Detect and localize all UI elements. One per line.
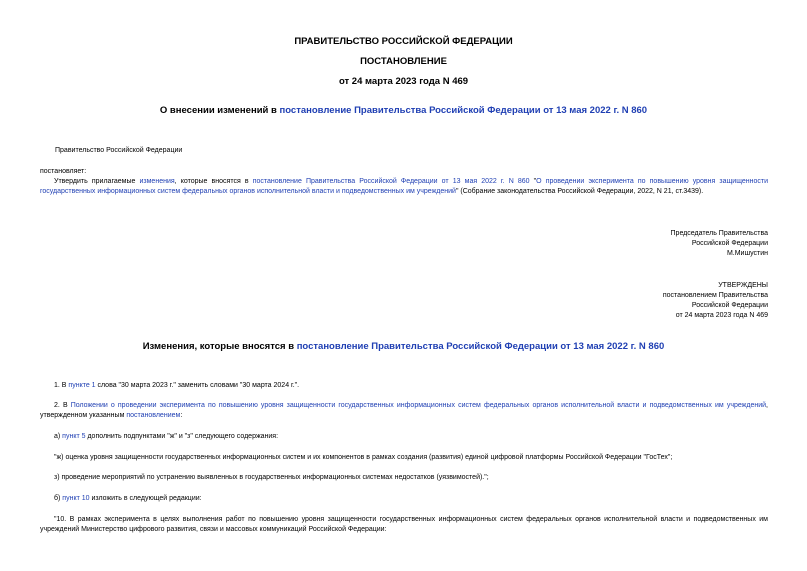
subpoint-b-text-1: б) [54,495,63,502]
point-2-text-3: : [180,412,183,419]
changes-title [0,341,807,352]
item-1-paragraph [40,177,768,197]
point-2 [40,401,768,421]
doc-type-heading: ПОСТАНОВЛЕНИЕ [360,56,447,67]
subpoint-a-text-2: дополнить подпунктами "ж" и "з" следующего содержания: [85,433,279,440]
subpoint-b-text-2: изложить в следующей редакции: [89,495,202,502]
changes-link[interactable]: изменения [139,178,175,185]
regulation-link[interactable]: Положении о проведении эксперимента по повышению уровня защищенности государственных информационных систем федеральных органов исполнительной власти и подведомственных им учреждений [70,402,767,409]
point-10-link[interactable]: пункт 10 [62,495,90,502]
title-link[interactable]: постановление Правительства Российской Федерации от 13 мая 2022 г. N 860 [279,105,648,116]
changes-title-prefix: Изменения, которые вносятся в [142,341,297,352]
point-5-link[interactable]: пункт 5 [62,433,86,440]
approved-country: Российской Федерации [691,302,768,309]
item-1-text-1: Утвердить прилагаемые [54,178,140,185]
subpoint-a-text-1: а) [54,433,63,440]
resolution-link[interactable]: постановлением [126,412,181,419]
approved-block [468,281,768,321]
point-10-text: "10. В рамках эксперимента в целях выполнения работ по повышению уровня защищенности государственных информационных систем федеральных органов исполнительной власти и подведомственных им учреждений Министерство цифрового развития, связи и массовых коммуникаций Российской Федерации: [40,516,768,533]
approved-date: от 24 марта 2023 года N 469 [675,312,768,319]
point-1 [54,381,299,391]
subpoint-a [54,432,278,442]
point-1-link[interactable]: пункте 1 [68,382,96,389]
subpoint-zh: "ж) оценка уровня защищенности государственных информационных систем и их компонентов в рамках создания (развития) единой цифровой платформы Российской Федерации "ГосТех"; [54,454,673,461]
item-1-text-4: " (Собрание законодательства Российской Федерации, 2022, N 21, ст.3439). [455,188,704,195]
subpoint-b [54,494,202,504]
signature-block [468,229,768,259]
resolution-860-link[interactable]: постановление Правительства Российской Федерации от 13 мая 2022 г. N 860 [252,178,530,185]
doc-date-number: от 24 марта 2023 года N 469 [338,76,469,87]
signature-country: Российской Федерации [691,240,768,247]
point-2-text-1: 2. В [54,402,71,409]
document-title [0,105,807,116]
subpoint-z: з) проведение мероприятий по устранению выявленных в государственных информационных системах недостатков (уязвимостей)."; [54,474,489,481]
decides-label: постановляет: [40,168,87,175]
item-1-text-3: " [529,178,537,185]
point-1-text-1: 1. В [54,382,69,389]
item-1-text-2: , которые вносятся в [174,178,253,185]
changes-title-link[interactable]: постановление Правительства Российской Федерации от 13 мая 2022 г. N 860 [296,341,665,352]
point-2-text-2: , утвержденном указанным [40,402,768,419]
org-heading: ПРАВИТЕЛЬСТВО РОССИЙСКОЙ ФЕДЕРАЦИИ [294,36,513,47]
signature-position: Председатель Правительства [670,230,768,237]
experiment-title-link[interactable]: О проведении эксперимента по повышению уровня защищенности государственных информационных систем федеральных органов исполнительной власти и подведомственных им учреждений [40,178,769,195]
approved-by: постановлением Правительства [662,292,768,299]
signature-name: М.Мишустин [726,250,768,257]
title-prefix: О внесении изменений в [159,105,280,116]
government-name: Правительство Российской Федерации [55,147,183,154]
approved-label: УТВЕРЖДЕНЫ [718,282,768,289]
point-1-text-2: слова "30 марта 2023 г." заменить словами "30 марта 2024 г.". [95,382,300,389]
